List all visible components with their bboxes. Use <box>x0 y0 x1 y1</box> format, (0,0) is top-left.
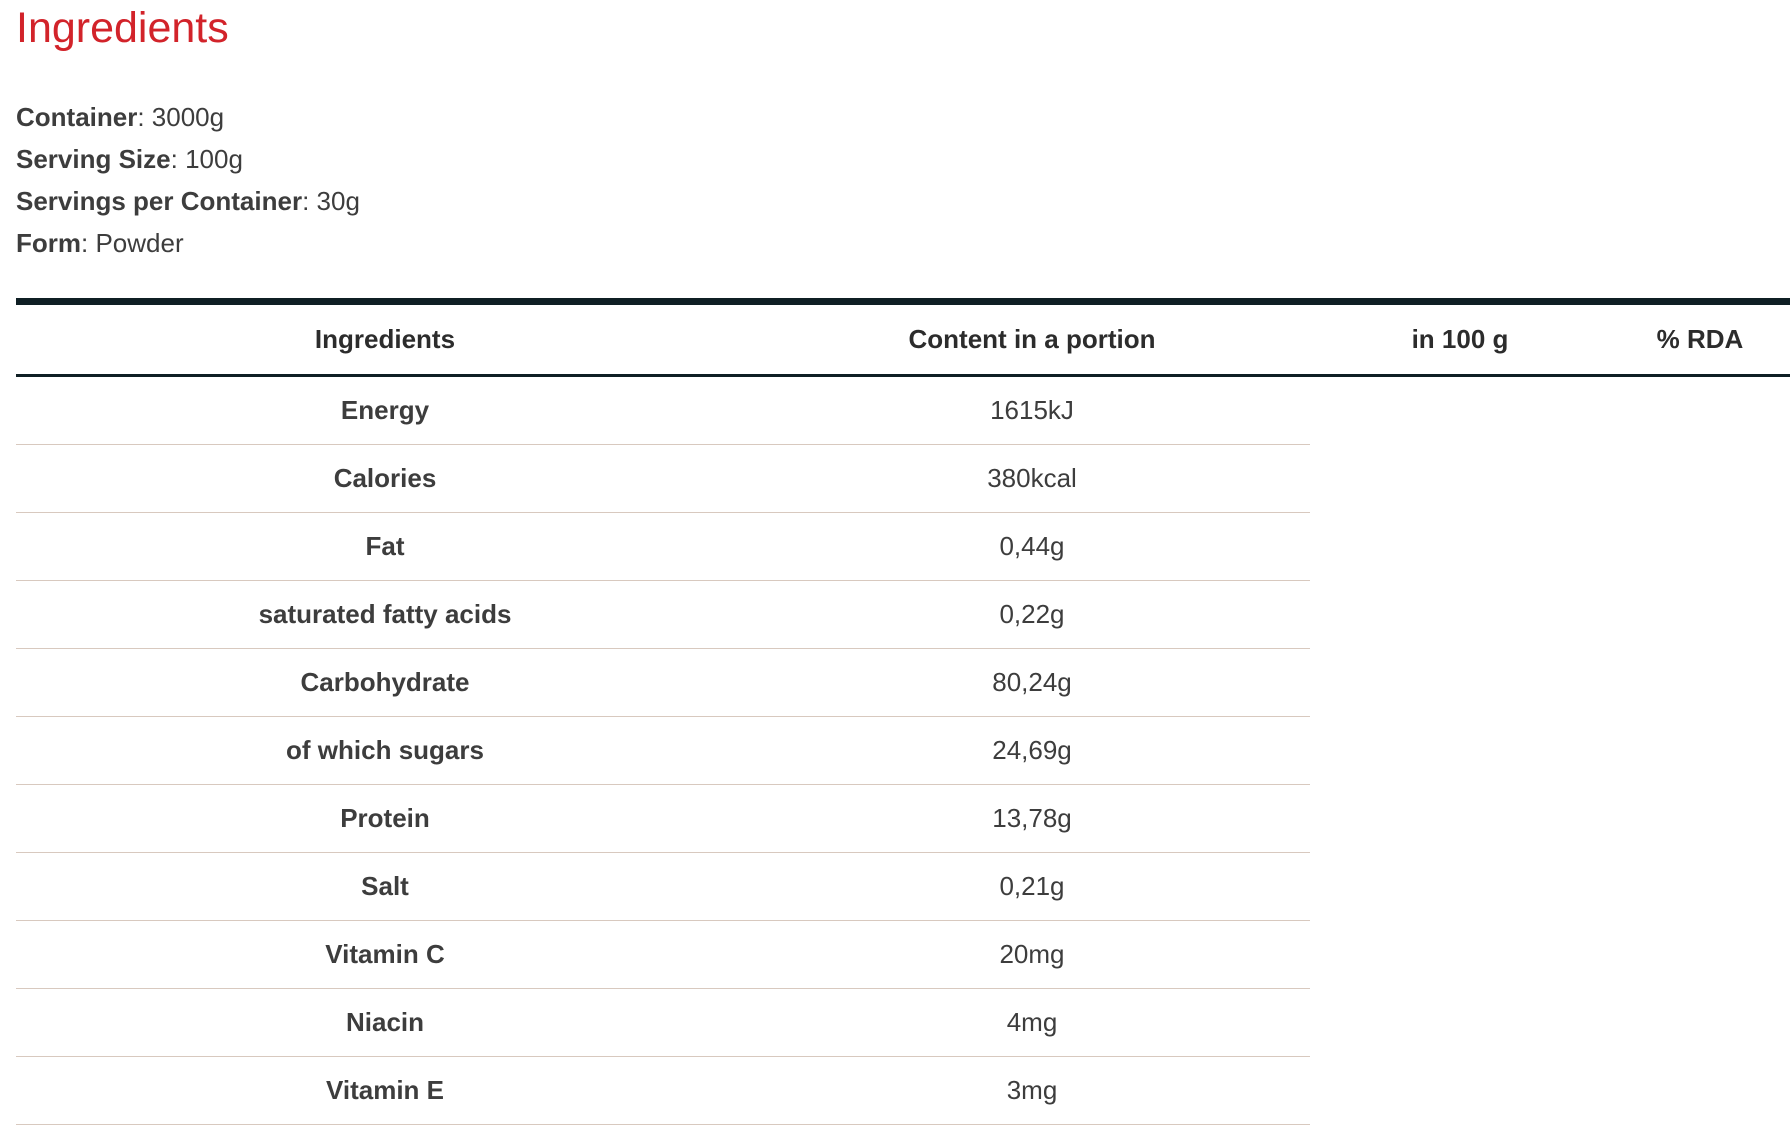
row-ingredient-name: Fat <box>365 531 405 561</box>
product-ingredients-section <box>16 0 1790 1105</box>
row-ingredient-name: Calories <box>333 463 437 493</box>
row-ingredient-name: of which sugars <box>286 735 484 765</box>
row-ingredient-name: Carbohydrate <box>300 667 470 697</box>
table-header-row <box>16 305 1790 377</box>
section-title: Ingredients <box>16 4 229 52</box>
row-portion-value: 80,24g <box>992 667 1072 697</box>
row-portion-value: 3mg <box>1006 1075 1058 1105</box>
row-portion-value: 13,78g <box>992 803 1072 833</box>
table-row <box>16 717 1310 785</box>
meta-value: : 100g <box>170 144 243 174</box>
table-row <box>16 989 1310 1057</box>
table-row <box>16 649 1310 717</box>
row-ingredient-name: saturated fatty acids <box>258 599 512 629</box>
meta-key: Serving Size <box>16 144 171 174</box>
table-body <box>16 377 1790 1125</box>
meta-value: : 30g <box>302 186 360 216</box>
nutrition-table <box>16 298 1790 1125</box>
row-ingredient-name: Salt <box>361 871 409 901</box>
meta-value: : Powder <box>81 228 184 258</box>
meta-container <box>16 96 1790 138</box>
row-portion-value: 4mg <box>1006 1007 1058 1037</box>
header-content-in-portion: Content in a portion <box>908 324 1156 354</box>
table-row <box>16 1057 1310 1125</box>
row-portion-value: 24,69g <box>992 735 1072 765</box>
table-row <box>16 445 1310 513</box>
meta-key: Container <box>16 102 138 132</box>
header-rda: % RDA <box>1656 324 1744 354</box>
meta-serving-size <box>16 138 1790 180</box>
table-row <box>16 853 1310 921</box>
table-row <box>16 377 1310 445</box>
row-portion-value: 0,44g <box>999 531 1065 561</box>
table-row <box>16 785 1310 853</box>
row-ingredient-name: Niacin <box>345 1007 425 1037</box>
meta-servings-per-container <box>16 180 1790 222</box>
header-ingredients: Ingredients <box>314 324 456 354</box>
meta-value: : 3000g <box>137 102 225 132</box>
meta-key: Form <box>16 228 81 258</box>
row-portion-value: 380kcal <box>987 463 1077 493</box>
row-ingredient-name: Energy <box>340 395 430 425</box>
row-portion-value: 0,22g <box>999 599 1065 629</box>
product-meta-list <box>16 96 1790 264</box>
row-ingredient-name: Vitamin E <box>325 1075 444 1105</box>
table-row <box>16 513 1310 581</box>
meta-form <box>16 222 1790 264</box>
row-portion-value: 20mg <box>999 939 1065 969</box>
table-row <box>16 921 1310 989</box>
row-portion-value: 0,21g <box>999 871 1065 901</box>
row-portion-value: 1615kJ <box>990 395 1074 425</box>
header-in-100g: in 100 g <box>1411 324 1509 354</box>
row-ingredient-name: Vitamin C <box>325 939 445 969</box>
table-row <box>16 581 1310 649</box>
row-ingredient-name: Protein <box>340 803 430 833</box>
table-top-rule <box>16 298 1790 305</box>
meta-key: Servings per Container <box>16 186 303 216</box>
